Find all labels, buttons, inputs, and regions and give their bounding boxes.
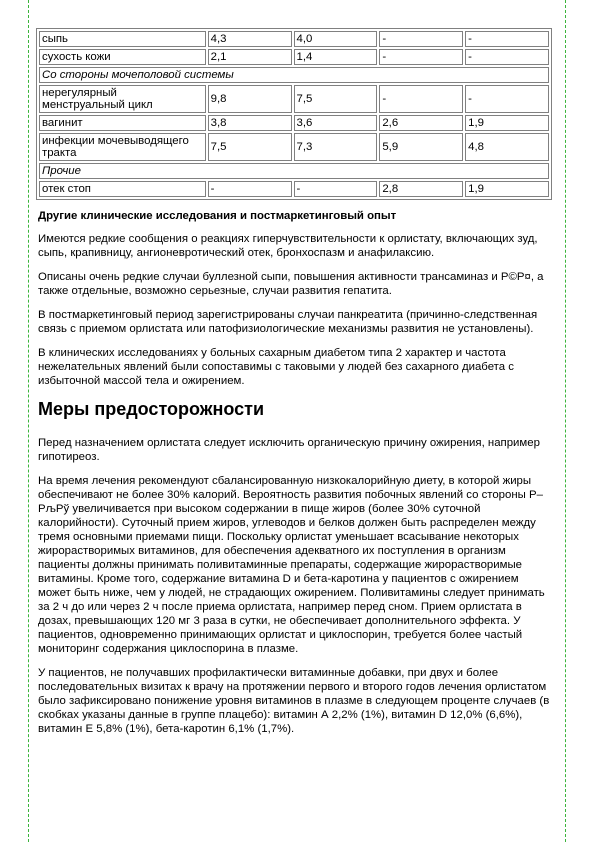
table-cell-value: 2,6 xyxy=(379,115,463,131)
table-cell-name: вагинит xyxy=(39,115,206,131)
paragraph-diabetes: В клинических исследованиях у больных сахарным диабетом типа 2 характер и частота нежелательных явлений были сопоставимы с таковыми у людей без сахарного диабета с избыточной массой тела и ожирением. xyxy=(38,347,514,387)
table-cell-value: 2,8 xyxy=(379,181,463,197)
table-cell-value: - xyxy=(294,181,378,197)
table-cell-value: 7,5 xyxy=(294,85,378,113)
table-cell-value: - xyxy=(208,181,292,197)
table-cell-name: сыпь xyxy=(39,31,206,47)
table-section-row xyxy=(39,67,549,83)
table-cell-name: инфекции мочевыводящего тракта xyxy=(39,133,206,161)
table-cell-name: сухость кожи xyxy=(39,49,206,65)
table-section-row xyxy=(39,163,549,179)
table-cell-value: 5,9 xyxy=(379,133,463,161)
table-cell-value: - xyxy=(379,31,463,47)
paragraph-hypersensitivity: Имеются редкие сообщения о реакциях гиперчувствительности к орлистату, включающих зуд, сыпь, крапивницу, ангионевротический отек, бронхоспазм и анафилаксию. xyxy=(38,233,538,259)
table-row xyxy=(39,133,549,161)
table-cell-value: - xyxy=(465,31,549,47)
precautions-heading: Меры предосторожности xyxy=(38,399,265,419)
table-cell-value: 1,4 xyxy=(294,49,378,65)
table-row xyxy=(39,181,549,197)
page-margin-right xyxy=(565,0,566,842)
table-cell-value: 3,6 xyxy=(294,115,378,131)
paragraph-hypothyroidism: Перед назначением орлистата следует исключить органическую причину ожирения, например гипотиреоз. xyxy=(38,437,540,463)
table-cell-value: 1,9 xyxy=(465,181,549,197)
clinical-experience-heading: Другие клинические исследования и постмаркетинговый опыт xyxy=(38,210,397,222)
adverse-effects-table xyxy=(36,28,552,200)
table-cell-value: 7,3 xyxy=(294,133,378,161)
table-section-label: Прочие xyxy=(39,163,549,179)
table-cell-value: - xyxy=(465,85,549,113)
table-cell-value: 7,5 xyxy=(208,133,292,161)
paragraph-diet: На время лечения рекомендуют сбалансированную низкокалорийную диету, в которой жиры обеспечивают не более 30% калорий. Вероятность развития побочных явлений со стороны Р–РљРў увеличивается при высоком содержании в пище жиров (более 30% суточной калорийности). Суточный прием жиров, углеводов и белков должен быть распределен между тремя основными приемами пищи. Поскольку орлистат уменьшает всасывание некоторых жирорастворимых витаминов, для обеспечения адекватного их поступления в организм пациенты должны принимать поливитаминные препараты, содержащие жирорастворимые витамины. Кроме того, содержание витамина D и бета-каротина у пациентов с ожирением может быть ниже, чем у людей, не страдающих ожирением. Поливитамины следует принимать за 2 ч до или через 2 ч после приема орлистата, например перед сном. Прием орлистата в дозах, превышающих 120 мг 3 раза в сутки, не обеспечивает дополнительного эффекта. У пациентов, одновременно принимающих орлистат и циклоспорин, требуется более частый мониторинг содержания циклоспорина в плазме. xyxy=(38,475,545,655)
table-section-label: Со стороны мочеполовой системы xyxy=(39,67,549,83)
table-cell-value: 4,8 xyxy=(465,133,549,161)
table-cell-value: - xyxy=(465,49,549,65)
table-row xyxy=(39,49,549,65)
table-cell-value: 3,8 xyxy=(208,115,292,131)
table-cell-name: нерегулярный менструальный цикл xyxy=(39,85,206,113)
table-cell-value: - xyxy=(379,85,463,113)
table-row xyxy=(39,85,549,113)
table-row xyxy=(39,31,549,47)
table-cell-value: 9,8 xyxy=(208,85,292,113)
paragraph-pancreatitis: В постмаркетинговый период зарегистрированы случаи панкреатита (причинно-следственная связь с приемом орлистата или патофизиологические механизмы развития не установлены). xyxy=(38,309,538,335)
table-cell-value: 1,9 xyxy=(465,115,549,131)
table-cell-name: отек стоп xyxy=(39,181,206,197)
paragraph-rare-cases: Описаны очень редкие случаи буллезной сыпи, повышения активности трансаминаз и Р©Р¤, а также отдельные, возможно серьезные, случаи развития гепатита. xyxy=(38,271,544,297)
table-cell-value: 2,1 xyxy=(208,49,292,65)
table-cell-value: 4,0 xyxy=(294,31,378,47)
document-body xyxy=(38,28,552,746)
table-cell-value: 4,3 xyxy=(208,31,292,47)
table-body xyxy=(39,31,549,197)
page-margin-left xyxy=(28,0,29,842)
table-row xyxy=(39,115,549,131)
paragraph-vitamins: У пациентов, не получавших профилактически витаминные добавки, при двух и более последовательных визитах к врачу на протяжении первого и второго годов лечения орлистатом было зафиксировано понижение уровня витаминов в плазме в следующем проценте случаев (в скобках указаны данные в группе плацебо): витамин А 2,2% (1%), витамин D 12,0% (6,6%), витамин Е 5,8% (1%), бета-каротин 6,1% (1,7%). xyxy=(38,667,550,735)
table-cell-value: - xyxy=(379,49,463,65)
